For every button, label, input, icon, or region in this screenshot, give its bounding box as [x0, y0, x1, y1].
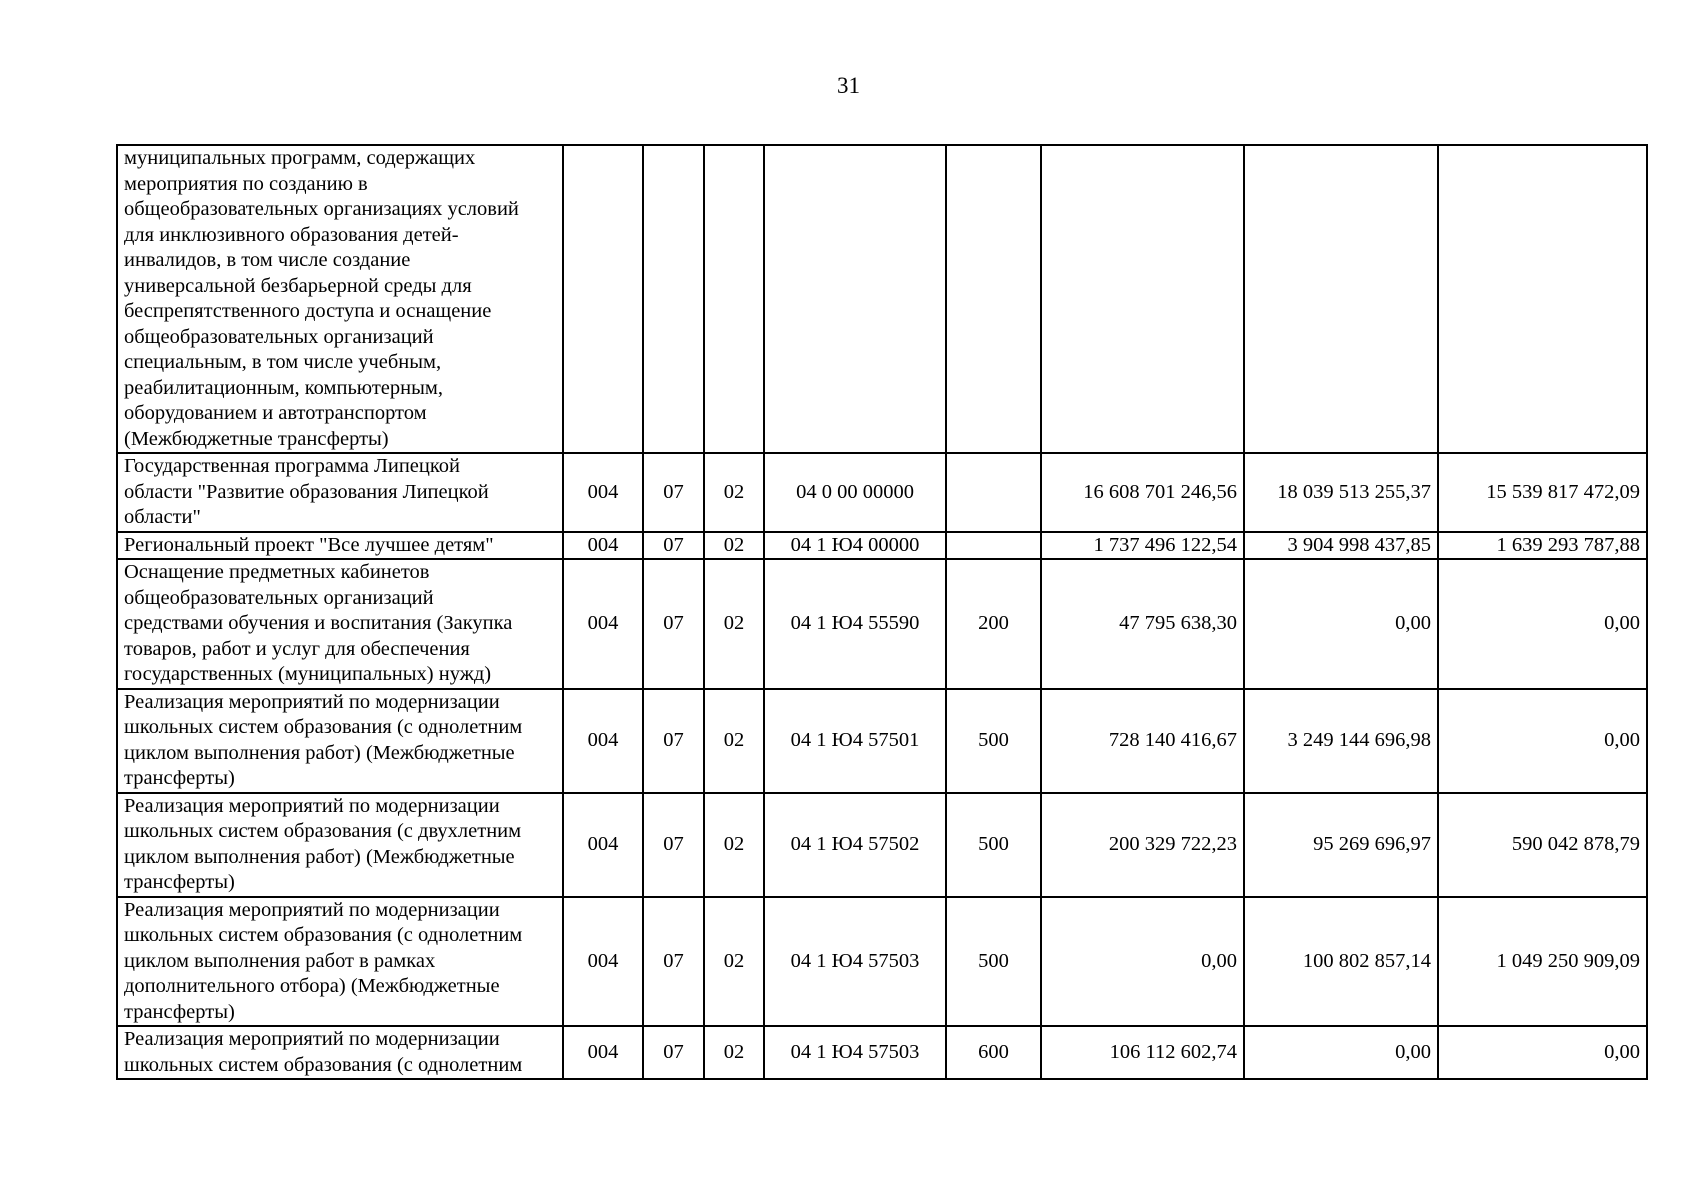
target-article-cell: [764, 145, 946, 453]
expense-name-cell: [117, 532, 563, 560]
expense-name-cell: [117, 1026, 563, 1079]
expense-type-cell: [946, 145, 1041, 453]
expense-type-cell: [946, 532, 1041, 560]
expense-name-line: специальным, в том числе учебным,: [124, 351, 442, 373]
expense-name-line: мероприятия по созданию в: [124, 172, 368, 195]
amount-year3-cell: 0,00: [1438, 689, 1647, 793]
expense-name-line: общеобразовательных организаций: [124, 586, 434, 609]
expense-name-line: общеобразовательных организациях условий: [124, 198, 519, 220]
table-row: [117, 532, 1647, 560]
expense-name-line: дополнительного отбора) (Межбюджетные: [124, 975, 500, 997]
expense-name-line: инвалидов, в том числе создание: [124, 249, 411, 271]
expense-name-line: товаров, работ и услуг для обеспечения: [124, 637, 470, 660]
expense-name-line: средствами обучения и воспитания (Закупка: [124, 612, 513, 634]
expense-type-cell: 500: [946, 793, 1041, 897]
expense-name-line: циклом выполнения работ в рамках: [124, 949, 436, 972]
table-row: [117, 1026, 1647, 1079]
ministry-code-cell: 004: [563, 689, 643, 793]
section-code-cell: 07: [643, 453, 704, 532]
section-code-cell: 07: [643, 689, 704, 793]
expense-name-line: Государственная программа Липецкой: [124, 455, 460, 477]
expense-name-line: циклом выполнения работ) (Межбюджетные: [124, 845, 515, 868]
amount-year2-cell: 0,00: [1244, 559, 1438, 689]
section-code-cell: [643, 145, 704, 453]
amount-year2-cell: [1244, 145, 1438, 453]
subsection-code-cell: [704, 145, 764, 453]
amount-year3-cell: [1438, 145, 1647, 453]
subsection-code-cell: 02: [704, 689, 764, 793]
expense-name-line: универсальной безбарьерной среды для: [124, 274, 472, 297]
amount-year1-cell: 106 112 602,74: [1041, 1026, 1244, 1079]
subsection-code-cell: 02: [704, 532, 764, 560]
table-row: [117, 689, 1647, 793]
target-article-cell: 04 1 Ю4 57502: [764, 793, 946, 897]
expense-name-line: области "Развитие образования Липецкой: [124, 480, 489, 503]
amount-year1-cell: 200 329 722,23: [1041, 793, 1244, 897]
section-code-cell: 07: [643, 1026, 704, 1079]
expense-name-cell: [117, 689, 563, 793]
expense-name-line: Реализация мероприятий по модернизации: [124, 898, 500, 921]
subsection-code-cell: 02: [704, 793, 764, 897]
target-article-cell: 04 0 00 00000: [764, 453, 946, 532]
amount-year3-cell: 1 049 250 909,09: [1438, 897, 1647, 1027]
subsection-code-cell: 02: [704, 453, 764, 532]
table-row: [117, 559, 1647, 689]
expense-name-line: школьных систем образования (с однолетним: [124, 924, 523, 946]
expense-name-line: беспрепятственного доступа и оснащение: [124, 300, 492, 322]
expense-name-cell: [117, 559, 563, 689]
expense-name-line: Оснащение предметных кабинетов: [124, 561, 430, 583]
table-row: [117, 145, 1647, 453]
amount-year3-cell: 15 539 817 472,09: [1438, 453, 1647, 532]
subsection-code-cell: 02: [704, 897, 764, 1027]
expense-name-line: Реализация мероприятий по модернизации: [124, 690, 500, 713]
expense-name-line: муниципальных программ, содержащих: [124, 147, 476, 169]
expense-name-line: школьных систем образования (с однолетним: [124, 716, 523, 738]
amount-year1-cell: 16 608 701 246,56: [1041, 453, 1244, 532]
section-code-cell: 07: [643, 897, 704, 1027]
ministry-code-cell: [563, 145, 643, 453]
page-number: 31: [837, 73, 860, 98]
amount-year3-cell: 0,00: [1438, 1026, 1647, 1079]
ministry-code-cell: 004: [563, 793, 643, 897]
amount-year3-cell: 590 042 878,79: [1438, 793, 1647, 897]
expense-type-cell: 500: [946, 689, 1041, 793]
section-code-cell: 07: [643, 532, 704, 560]
expense-name-line: Региональный проект "Все лучшее детям": [124, 533, 494, 556]
expense-name-line: реабилитационным, компьютерным,: [124, 376, 444, 399]
expense-name-line: Реализация мероприятий по модернизации: [124, 1028, 500, 1050]
ministry-code-cell: 004: [563, 453, 643, 532]
section-code-cell: 07: [643, 793, 704, 897]
ministry-code-cell: 004: [563, 897, 643, 1027]
ministry-code-cell: 004: [563, 559, 643, 689]
expense-type-cell: 600: [946, 1026, 1041, 1079]
expense-name-line: трансферты): [124, 871, 235, 893]
expense-type-cell: 500: [946, 897, 1041, 1027]
ministry-code-cell: 004: [563, 1026, 643, 1079]
target-article-cell: 04 1 Ю4 57503: [764, 897, 946, 1027]
expense-name-line: трансферты): [124, 1000, 235, 1023]
target-article-cell: 04 1 Ю4 00000: [764, 532, 946, 560]
expense-name-line: общеобразовательных организаций: [124, 325, 434, 348]
expense-name-line: государственных (муниципальных) нужд): [124, 663, 492, 685]
subsection-code-cell: 02: [704, 1026, 764, 1079]
target-article-cell: 04 1 Ю4 57503: [764, 1026, 946, 1079]
expense-name-cell: [117, 145, 563, 453]
table-row: [117, 897, 1647, 1027]
expense-name-line: оборудованием и автотранспортом: [124, 402, 427, 424]
expense-name-line: Реализация мероприятий по модернизации: [124, 794, 500, 817]
expense-type-cell: 200: [946, 559, 1041, 689]
subsection-code-cell: 02: [704, 559, 764, 689]
table-body: [117, 145, 1647, 1079]
target-article-cell: 04 1 Ю4 57501: [764, 689, 946, 793]
ministry-code-cell: 004: [563, 532, 643, 560]
amount-year2-cell: 3 904 998 437,85: [1244, 532, 1438, 560]
expense-name-line: области": [124, 506, 201, 528]
expense-name-line: школьных систем образования (с однолетним: [124, 1053, 523, 1076]
expense-name-cell: [117, 897, 563, 1027]
amount-year1-cell: 47 795 638,30: [1041, 559, 1244, 689]
expense-name-line: (Межбюджетные трансферты): [124, 427, 389, 450]
amount-year2-cell: 3 249 144 696,98: [1244, 689, 1438, 793]
amount-year1-cell: [1041, 145, 1244, 453]
amount-year1-cell: 728 140 416,67: [1041, 689, 1244, 793]
table-row: [117, 793, 1647, 897]
table-row: [117, 453, 1647, 532]
target-article-cell: 04 1 Ю4 55590: [764, 559, 946, 689]
expense-name-line: школьных систем образования (с двухлетним: [124, 820, 522, 842]
amount-year2-cell: 95 269 696,97: [1244, 793, 1438, 897]
expense-name-line: для инклюзивного образования детей-: [124, 223, 459, 246]
expense-name-line: циклом выполнения работ) (Межбюджетные: [124, 741, 515, 764]
amount-year1-cell: 0,00: [1041, 897, 1244, 1027]
expense-name-cell: [117, 453, 563, 532]
amount-year2-cell: 0,00: [1244, 1026, 1438, 1079]
section-code-cell: 07: [643, 559, 704, 689]
expense-name-line: трансферты): [124, 767, 235, 789]
budget-table: [116, 144, 1648, 1080]
amount-year3-cell: 0,00: [1438, 559, 1647, 689]
expense-name-cell: [117, 793, 563, 897]
amount-year2-cell: 100 802 857,14: [1244, 897, 1438, 1027]
amount-year1-cell: 1 737 496 122,54: [1041, 532, 1244, 560]
amount-year2-cell: 18 039 513 255,37: [1244, 453, 1438, 532]
expense-type-cell: [946, 453, 1041, 532]
amount-year3-cell: 1 639 293 787,88: [1438, 532, 1647, 560]
